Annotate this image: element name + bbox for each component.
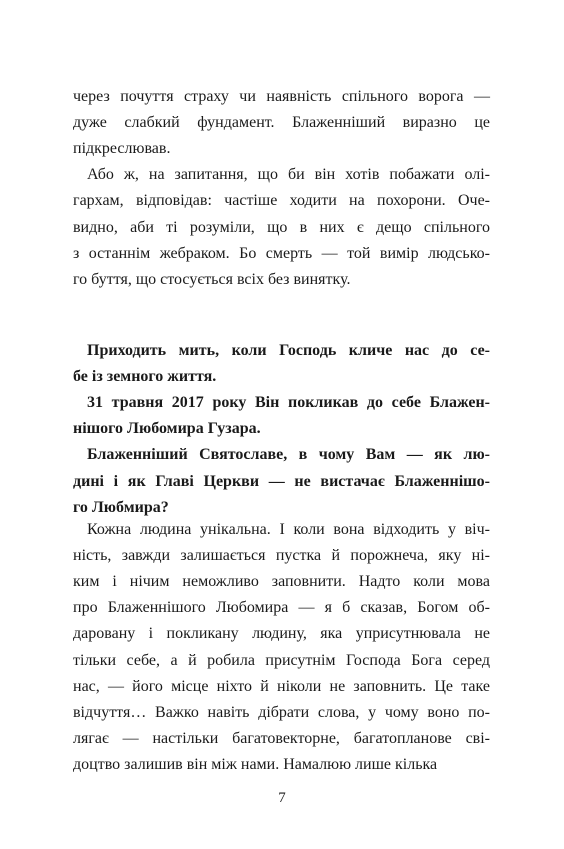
text-line: видно, аби ті розуміли, що в них є дещо спільного xyxy=(73,218,490,236)
text-line: нас, — його місце ніхто й ніколи не заповнить. Це таке xyxy=(73,677,490,695)
text-line: з останнім жебраком. Бо смерть — той вимір людсько- xyxy=(73,244,490,262)
question-line: 31 травня 2017 року Він покликав до себе Блажен- xyxy=(87,394,490,412)
text-line: гархам, відповідав: частіше ходити на похорони. Оче- xyxy=(73,192,490,210)
text-line: тільки себе, а й робила присутнім Господа Бога серед xyxy=(73,651,490,669)
question-line: нішого Любомира Гузара. xyxy=(73,420,261,438)
question-line: Блаженніший Святославе, в чому Вам — як лю- xyxy=(87,446,490,464)
text-line: підкреслював. xyxy=(73,140,171,158)
question-line: Приходить мить, коли Господь кличе нас до се- xyxy=(87,342,490,359)
text-line: дуже слабкий фундамент. Блаженніший виразно це xyxy=(73,114,490,132)
question-line: дині і як Главі Церкви — не вистачає Блаженнішо- xyxy=(73,472,490,490)
text-line: через почуття страху чи наявність спільного ворога — xyxy=(73,88,490,105)
text-line: про Блаженнішого Любомира — я б сказав, Богом об- xyxy=(73,599,490,617)
page-number: 7 xyxy=(278,790,286,806)
question-line: го Любмира? xyxy=(73,498,169,516)
text-line: доцтво залишив він між нами. Намалюю лише кілька xyxy=(73,755,438,773)
text-line: Кожна людина унікальна. І коли вона відходить у віч- xyxy=(87,521,490,538)
text-line: ким і нічим неможливо заповнити. Надто коли мова xyxy=(73,573,490,591)
text-line: го буття, що стосується всіх без винятку. xyxy=(73,270,351,288)
text-line: даровану і покликану людину, яка уприсутнювала не xyxy=(73,625,490,643)
text-line: відчуття… Важко навіть дібрати слова, у чому воно по- xyxy=(73,703,490,721)
text-line: ність, завжди залишається пустка й порожнеча, яку ні- xyxy=(73,547,490,565)
text-line: Або ж, на запитання, що би він хотів побажати олі- xyxy=(87,166,490,184)
text-line: лягає — настільки багатовекторне, багатопланове свi- xyxy=(73,729,490,747)
question-line: бе із земного життя. xyxy=(73,368,217,386)
